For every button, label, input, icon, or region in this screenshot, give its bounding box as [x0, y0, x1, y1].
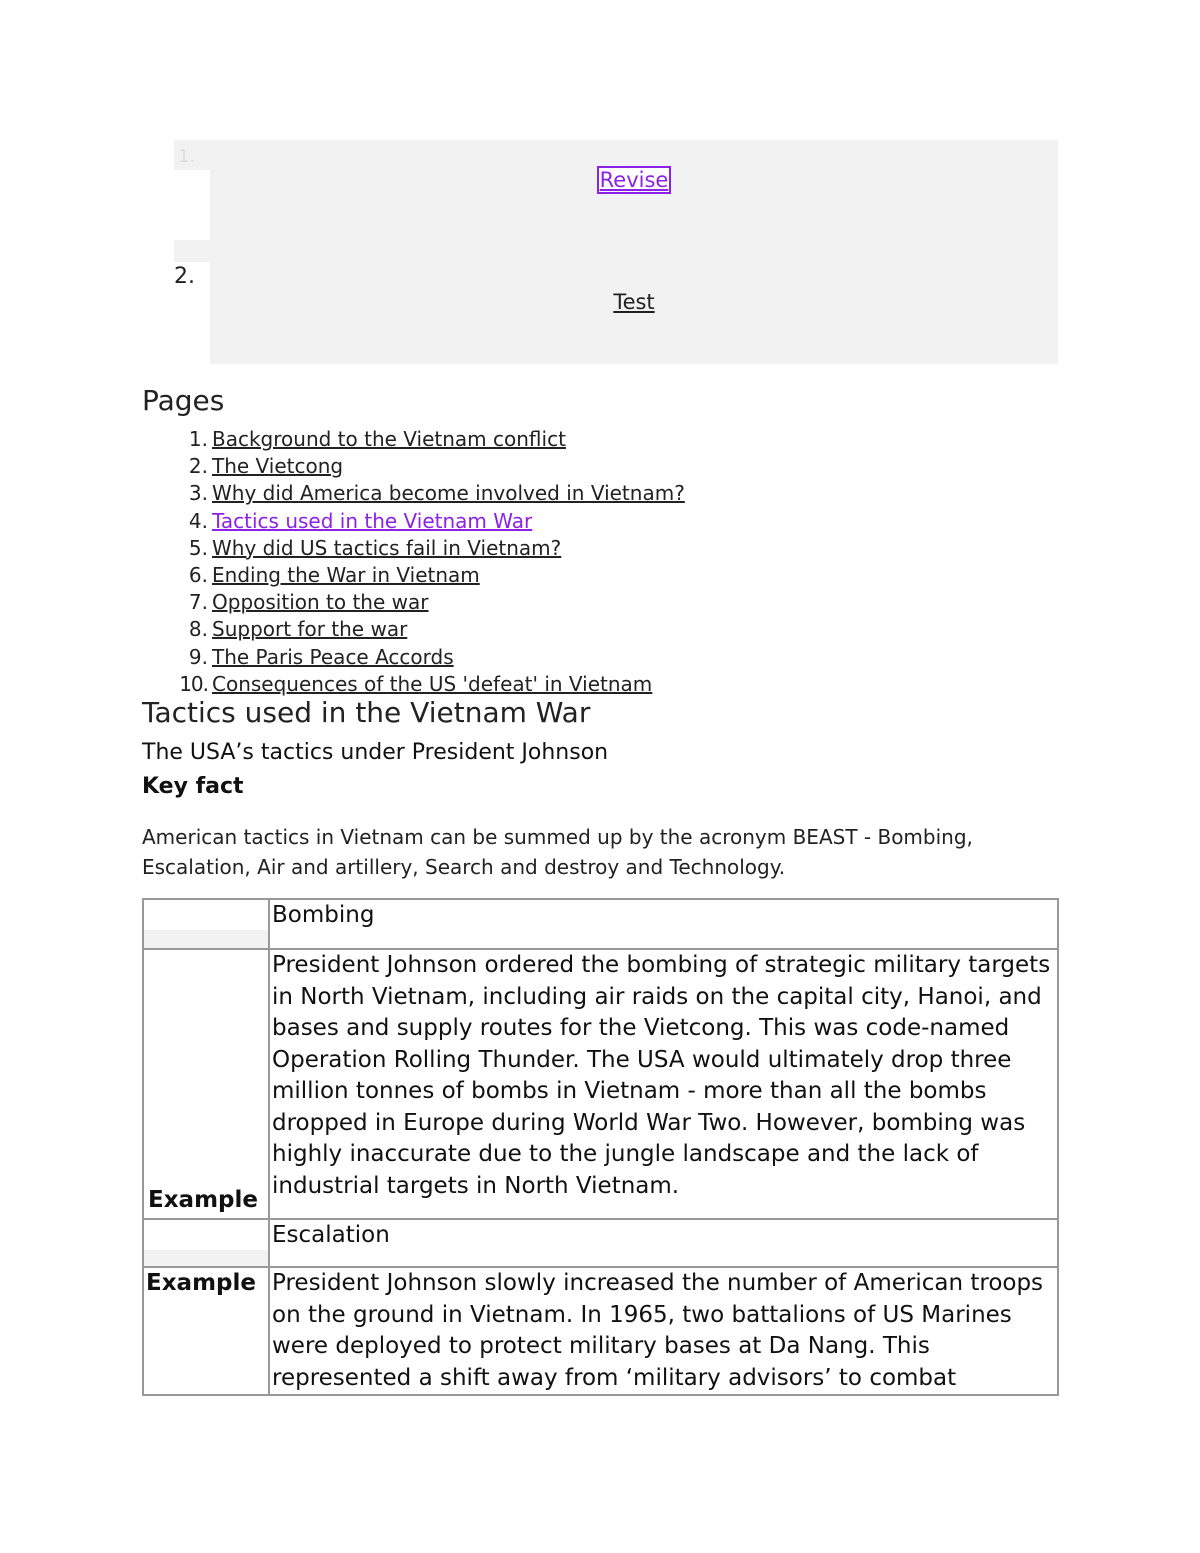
page-link[interactable]: Why did America become involved in Vietnam? [212, 481, 685, 506]
list-number: 6. [188, 562, 208, 587]
list-item [142, 562, 685, 589]
list-item [142, 508, 685, 535]
pages-heading: Pages [142, 384, 225, 417]
list-item [142, 589, 685, 616]
test-link[interactable]: Test [613, 290, 655, 314]
page-link-current[interactable]: Tactics used in the Vietnam War [212, 508, 533, 533]
page-link[interactable]: The Vietcong [212, 454, 344, 479]
list-number: 4. [188, 508, 208, 533]
section-subtitle: The USA’s tactics under President Johnson [142, 740, 609, 765]
list-number: 9. [188, 644, 208, 669]
row-label: Example [148, 1186, 258, 1213]
list-number: 10. [179, 671, 208, 696]
intro-paragraph: American tactics in Vietnam can be summed up by the acronym BEAST - Bombing, Escalation, Air and artillery, Search and destroy and Technology. [142, 825, 973, 879]
nav-gap [174, 170, 210, 240]
table-row [143, 1219, 1058, 1267]
nav-marker-2: 2. [174, 264, 195, 289]
list-number: 3. [188, 481, 208, 506]
revise-item [210, 168, 1058, 192]
row-label [144, 902, 146, 928]
nav-marker-1: 1. [174, 140, 210, 170]
page-title: Tactics used in the Vietnam War [142, 696, 591, 729]
list-number: 1. [188, 427, 208, 451]
table-label-cell [143, 899, 269, 949]
row-label: Example [146, 1270, 256, 1296]
table-text-cell: Escalation [269, 1219, 1058, 1267]
table-row [143, 1267, 1058, 1395]
key-fact-heading: Key fact [142, 774, 244, 799]
list-number: 8. [188, 617, 208, 642]
list-item [142, 453, 685, 480]
list-item [142, 616, 685, 643]
page-link[interactable]: Consequences of the US 'defeat' in Vietnam [212, 671, 653, 696]
table-row [143, 899, 1058, 949]
page-link[interactable]: The Paris Peace Accords [212, 644, 454, 669]
page-link[interactable]: Support for the war [212, 617, 408, 642]
page-link[interactable]: Opposition to the war [212, 590, 429, 615]
table-text-cell: President Johnson slowly increased the number of American troops on the ground in Vietnam. In 1965, two battalions of US Marines were deployed to protect military bases at Da Nang. This represented a shift away from ‘military advisors’ to combat [269, 1267, 1058, 1395]
table-label-cell [143, 1267, 269, 1395]
nav-marker-spacer [174, 240, 210, 262]
list-item [142, 480, 685, 507]
revise-test-nav [174, 140, 1058, 364]
nav-panel [210, 140, 1058, 364]
pages-list [142, 426, 685, 698]
table-label-cell [143, 1219, 269, 1267]
table-text-cell: President Johnson ordered the bombing of strategic military targets in North Vietnam, including air raids on the capital city, Hanoi, and bases and supply routes for the Vietcong. This was code-named Operation Rolling Thunder. The USA would ultimately drop three million tonnes of bombs in Vietnam - more than all the bombs dropped in Europe during World War Two. However, bombing was highly inaccurate due to the jungle landscape and the lack of industrial targets in North Vietnam. [269, 949, 1058, 1219]
list-item [142, 426, 685, 453]
list-item [142, 671, 685, 698]
tactics-table [142, 898, 1059, 1396]
table-text-cell: Bombing [269, 899, 1058, 949]
list-number: 5. [188, 535, 208, 560]
row-label [144, 1222, 146, 1248]
list-number: 2. [188, 454, 208, 479]
list-item [142, 535, 685, 562]
list-item [142, 644, 685, 671]
test-item [210, 290, 1058, 314]
table-label-cell [143, 949, 269, 1219]
table-row [143, 949, 1058, 1219]
revise-link[interactable]: Revise [599, 168, 669, 192]
page-link[interactable]: Background to the Vietnam conflict [212, 427, 566, 451]
page-link[interactable]: Why did US tactics fail in Vietnam? [212, 535, 562, 560]
page-link[interactable]: Ending the War in Vietnam [212, 562, 480, 587]
list-number: 7. [188, 590, 208, 615]
